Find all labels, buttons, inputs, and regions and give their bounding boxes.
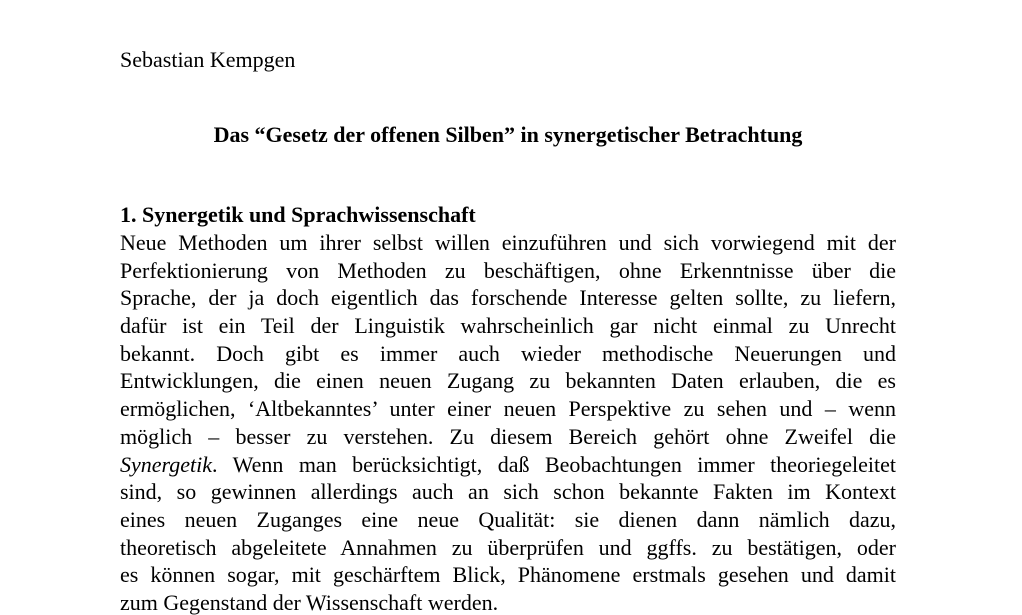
section-heading: 1. Synergetik und Sprachwissenschaft (120, 202, 476, 227)
paragraph-line: es können sogar, mit geschärftem Blick, Phänomene erstmals gesehen und damit (120, 562, 896, 588)
paragraph-line: theoretisch abgeleitete Annahmen zu überprüfen und ggffs. zu bestätigen, oder (120, 534, 896, 560)
paragraph-line: sind, so gewinnen allerdings auch an sich schon bekannte Fakten im Kontext (120, 479, 896, 505)
paragraph-line: möglich – besser zu verstehen. Zu diesem Bereich gehört ohne Zweifel die (120, 423, 896, 449)
paragraph-line: dafür ist ein Teil der Linguistik wahrscheinlich gar nicht einmal zu Unrecht (120, 313, 896, 339)
paragraph-line: eines neuen Zuganges eine neue Qualität: sie dienen dann nämlich dazu, (120, 506, 896, 532)
paragraph-line: ermöglichen, ‘Altbekanntes’ unter einer neuen Perspektive zu sehen und – wenn (120, 396, 896, 422)
author-name: Sebastian Kempgen (120, 47, 296, 72)
paragraph-line-with-italic (120, 451, 896, 479)
paragraph-line-rest: . Wenn man berücksichtigt, daß Beobachtungen immer theoriegeleitet (212, 451, 896, 477)
paragraph-line: Sprache, der ja doch eigentlich das forschende Interesse gelten sollte, zu liefern, (120, 285, 896, 311)
body-paragraph (120, 229, 896, 615)
paragraph-line: bekannt. Doch gibt es immer auch wieder methodische Neuerungen und (120, 340, 896, 366)
paragraph-line: Perfektionierung von Methoden zu beschäftigen, ohne Erkenntnisse über die (120, 257, 896, 283)
paragraph-line: Neue Methoden um ihrer selbst willen einzuführen und sich vorwiegend mit der (120, 230, 896, 255)
italic-term: Synergetik (120, 451, 213, 477)
paragraph-last-line: zum Gegenstand der Wissenschaft werden. (120, 589, 499, 615)
document-title: Das “Gesetz der offenen Silben” in synergetischer Betrachtung (213, 122, 803, 147)
paragraph-line: Entwicklungen, die einen neuen Zugang zu bekannten Daten erlauben, die es (120, 368, 896, 394)
